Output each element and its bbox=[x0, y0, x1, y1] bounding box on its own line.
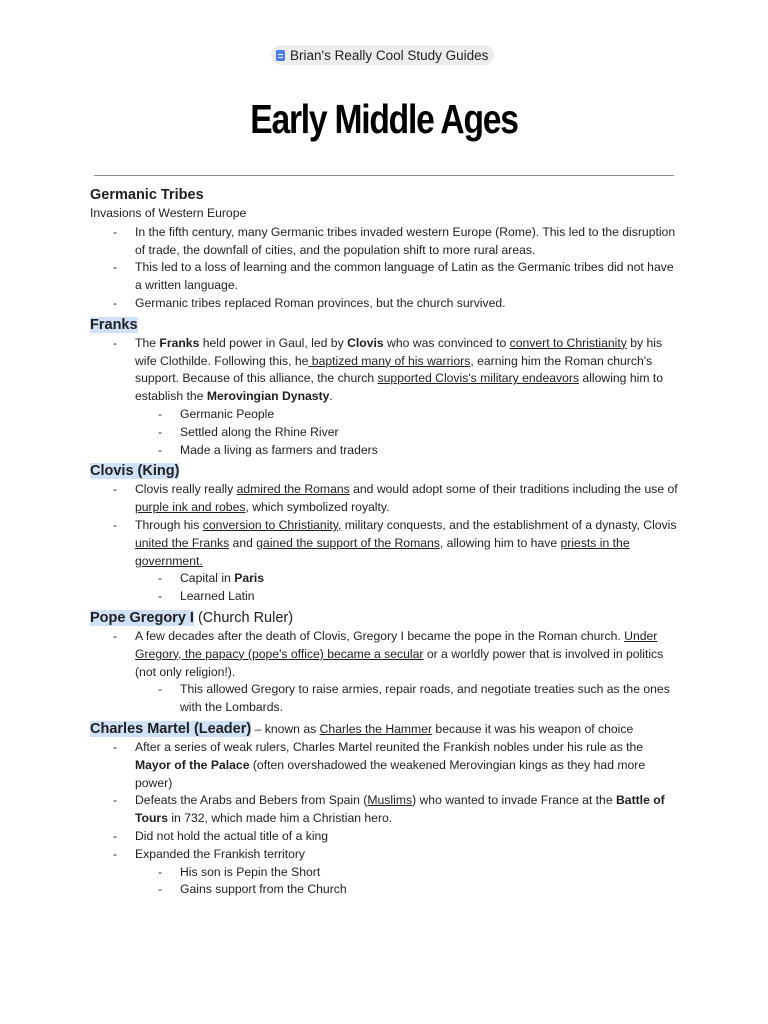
clovis-list bbox=[90, 481, 682, 570]
list-item: - Settled along the Rhine River bbox=[90, 424, 682, 442]
franks-list bbox=[90, 335, 682, 406]
list-item: - Gains support from the Church bbox=[90, 881, 682, 899]
list-item: - After a series of weak rulers, Charles Martel reunited the Frankish nobles under his rule as the Mayor of the Palace (often overshadowed the weakened Merovingian kings as they had more power) bbox=[90, 739, 682, 792]
gregory-sublist bbox=[90, 681, 682, 717]
page-title: Early Middle Ages bbox=[250, 96, 518, 142]
germanic-list bbox=[90, 224, 682, 313]
list-item: - Defeats the Arabs and Bebers from Spain (Muslims) who wanted to invade France at the Battle of Tours in 732, which made him a Christian hero. bbox=[90, 792, 682, 828]
list-item: - Expanded the Frankish territory bbox=[90, 846, 682, 864]
list-item: - Through his conversion to Christianity, military conquests, and the establishment of a dynasty, Clovis united the Franks and gained the support of the Romans, allowing him to have priests in the government. bbox=[90, 517, 682, 570]
list-item: - Did not hold the actual title of a king bbox=[90, 828, 682, 846]
list-item: - Learned Latin bbox=[90, 588, 682, 606]
study-guides-label: Brian's Really Cool Study Guides bbox=[290, 47, 489, 63]
study-guides-chip[interactable] bbox=[271, 45, 494, 65]
list-item: - This led to a loss of learning and the common language of Latin as the Germanic tribes did not have a written language. bbox=[90, 259, 682, 295]
list-item: - Germanic People bbox=[90, 406, 682, 424]
list-item: - Germanic tribes replaced Roman provinces, but the church survived. bbox=[90, 295, 682, 313]
martel-list bbox=[90, 739, 682, 864]
franks-sublist bbox=[90, 406, 682, 459]
list-item: - This allowed Gregory to raise armies, repair roads, and negotiate treaties such as the ones with the Lombards. bbox=[90, 681, 682, 717]
doc-icon bbox=[276, 50, 285, 61]
list-item: - Capital in Paris bbox=[90, 570, 682, 588]
clovis-sublist bbox=[90, 570, 682, 606]
heading-charles-martel: Charles Martel (Leader) – known as Charles the Hammer because it was his weapon of choice bbox=[90, 720, 634, 737]
heading-germanic-tribes: Germanic Tribes bbox=[90, 187, 204, 203]
list-item: - Made a living as farmers and traders bbox=[90, 442, 682, 460]
document-body bbox=[90, 185, 682, 899]
list-item: - Clovis really really admired the Romans and would adopt some of their traditions including the use of purple ink and robes, which symbolized royalty. bbox=[90, 481, 682, 517]
martel-sublist bbox=[90, 864, 682, 900]
list-item: - In the fifth century, many Germanic tribes invaded western Europe (Rome). This led to the disruption of trade, the downfall of cities, and the population shift to more rural areas. bbox=[90, 224, 682, 260]
heading-clovis: Clovis (King) bbox=[90, 463, 180, 480]
list-item: - A few decades after the death of Clovis, Gregory I became the pope in the Roman church. Under Gregory, the papacy (pope's office) became a secular or a worldly power that is involved in politics (not only religion!). bbox=[90, 628, 682, 681]
list-item: - His son is Pepin the Short bbox=[90, 864, 682, 882]
subheading-invasions: Invasions of Western Europe bbox=[90, 206, 247, 220]
gregory-list bbox=[90, 628, 682, 681]
heading-franks: Franks bbox=[90, 316, 138, 333]
heading-pope-gregory: Pope Gregory I (Church Ruler) bbox=[90, 609, 294, 626]
horizontal-divider bbox=[94, 175, 674, 176]
list-item: - The Franks held power in Gaul, led by Clovis who was convinced to convert to Christianity by his wife Clothilde. Following this, he baptized many of his warriors, earning him the Roman church's support. Because of this alliance, the church supported Clovis's military endeavors allowing him to establish the Merovingian Dynasty. bbox=[90, 335, 682, 406]
